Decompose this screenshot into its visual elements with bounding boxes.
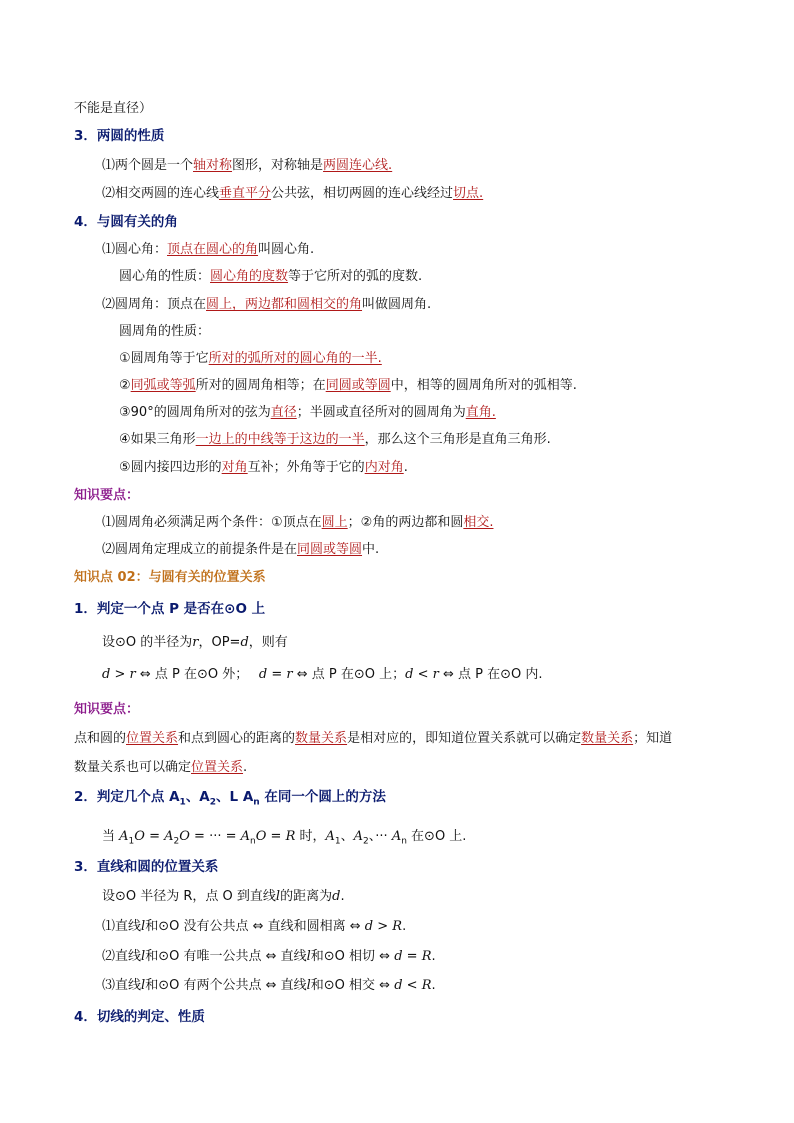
text-run: ⑴圆周角必须满足两个条件：①顶点在: [102, 515, 322, 530]
text-run: 中.: [362, 542, 380, 557]
math-symbol: r: [129, 667, 136, 682]
math-symbol: O: [255, 829, 267, 844]
text-line: [74, 100, 152, 118]
key-point-label: [74, 701, 139, 719]
math-symbol: A: [119, 829, 129, 844]
text-run: 4．与圆有关的角: [74, 214, 178, 230]
text-run: 和点到圆心的距离的: [178, 731, 296, 746]
math-symbol: A: [353, 829, 364, 844]
underlined-answer: 垂直平分: [219, 186, 272, 201]
math-symbol: R: [421, 949, 432, 964]
text-run: ⑤圆内接四边形的: [119, 460, 222, 475]
text-run: ⑴直线: [102, 919, 142, 934]
subscript: 1: [128, 836, 135, 847]
text-line: [102, 828, 466, 851]
underlined-answer: 轴对称: [193, 158, 233, 173]
math-symbol: d: [258, 667, 268, 682]
text-line: [102, 241, 314, 259]
text-line: [102, 948, 436, 966]
subscript: n: [250, 836, 256, 847]
text-run: 知识点 02：与圆有关的位置关系: [74, 570, 266, 585]
text-run: .: [403, 460, 408, 475]
key-point-label: [74, 487, 139, 505]
subscript: 2: [209, 797, 217, 808]
section-heading: [74, 788, 386, 812]
math-symbol: d: [394, 978, 403, 993]
math-symbol: d: [364, 919, 374, 934]
text-run: 知识要点：: [74, 702, 140, 717]
text-run: 和⊙O 相交 ⇔: [310, 978, 395, 993]
math-symbol: r: [192, 635, 199, 650]
text-run: = ··· =: [189, 829, 241, 844]
text-run: 的距离为: [280, 889, 333, 904]
math-symbol: r: [432, 667, 439, 682]
math-symbol: l: [306, 949, 311, 964]
text-run: ④如果三角形: [119, 432, 196, 447]
text-run: .: [243, 760, 248, 775]
text-run: 所对的圆周角相等；在: [195, 378, 326, 393]
math-symbol: R: [392, 919, 403, 934]
underlined-answer: 内对角: [364, 460, 404, 475]
underlined-answer: 数量关系: [295, 731, 348, 746]
text-run: ；半圆或直径所对的圆周角为: [296, 405, 466, 420]
math-symbol: d: [240, 635, 249, 650]
text-line: [102, 634, 288, 652]
text-run: 在同一个圆上的方法: [259, 789, 386, 805]
underlined-answer: 同圆或等圆: [297, 542, 363, 557]
text-run: =: [266, 829, 286, 844]
underlined-answer: 圆上，两边都和圆相交的角: [206, 297, 363, 312]
text-run: =: [144, 829, 165, 844]
math-symbol: l: [306, 978, 311, 993]
text-run: ③90°的圆周角所对的弦为: [119, 405, 271, 420]
text-run: ⑴两个圆是一个: [102, 158, 194, 173]
text-run: .: [402, 919, 407, 934]
text-line: [119, 323, 210, 341]
math-symbol: O: [134, 829, 145, 844]
text-run: 等于它所对的弧的度数.: [288, 269, 423, 284]
text-run: ，那么这个三角形是直角三角形.: [364, 432, 551, 447]
text-run: ⑴圆心角：: [102, 242, 168, 257]
math-symbol: A: [240, 829, 251, 844]
text-run: 、···: [368, 829, 392, 844]
text-line: [74, 730, 672, 748]
section-heading: [74, 127, 164, 145]
underlined-answer: 位置关系: [191, 760, 244, 775]
subscript: 2: [173, 836, 180, 847]
math-symbol: l: [141, 919, 146, 934]
underlined-answer: 圆上: [321, 515, 348, 530]
text-line: [102, 541, 379, 559]
text-run: >: [110, 667, 130, 682]
text-line: [74, 759, 247, 777]
text-run: <: [402, 978, 422, 993]
section-heading: [74, 1008, 205, 1026]
math-symbol: r: [286, 667, 293, 682]
subscript: 1: [179, 797, 186, 808]
text-run: .: [431, 949, 436, 964]
text-run: ①圆周角等于它: [119, 351, 209, 366]
math-symbol: l: [141, 978, 146, 993]
text-run: 互补；外角等于它的: [247, 460, 365, 475]
subscript: n: [253, 797, 260, 808]
underlined-answer: 圆心角的度数: [210, 269, 289, 284]
math-symbol: d: [394, 949, 403, 964]
text-run: 是相对应的，即知道位置关系就可以确定: [347, 731, 582, 746]
text-line: [119, 268, 422, 286]
text-run: 圆心角的性质：: [119, 269, 211, 284]
text-run: ⑶直线: [102, 978, 142, 993]
subscript: 1: [334, 836, 341, 847]
text-run: ；知道: [633, 731, 673, 746]
text-line: [102, 514, 493, 532]
text-run: ⑵相交两圆的连心线: [102, 186, 220, 201]
text-run: =: [402, 949, 422, 964]
text-line: [119, 431, 551, 449]
text-run: 当: [102, 829, 120, 844]
text-run: ⑵圆周角定理成立的前提条件是在: [102, 542, 298, 557]
underlined-answer: 相交.: [463, 515, 494, 530]
text-run: 公共弦，相切两圆的连心线经过: [271, 186, 454, 201]
text-run: .: [340, 889, 345, 904]
math-symbol: O: [179, 829, 190, 844]
text-run: 和⊙O 有两个公共点 ⇔ 直线: [145, 978, 307, 993]
math-symbol: A: [325, 829, 335, 844]
text-run: 3．直线和圆的位置关系: [74, 859, 219, 875]
text-run: ②: [119, 378, 131, 393]
text-run: 4．切线的判定、性质: [74, 1009, 205, 1025]
math-symbol: l: [275, 889, 281, 904]
text-run: ；②角的两边都和圆: [347, 515, 464, 530]
text-run: 1．判定一个点 P 是否在⊙O 上: [74, 601, 266, 617]
subscript: 2: [363, 836, 369, 847]
underlined-answer: 直角.: [465, 405, 496, 420]
text-run: .: [431, 978, 436, 993]
underlined-answer: 对角: [221, 460, 248, 475]
text-line: [102, 666, 543, 684]
math-symbol: l: [141, 949, 146, 964]
underlined-answer: 切点.: [453, 186, 484, 201]
text-line: [119, 404, 496, 422]
underlined-answer: 两圆连心线.: [323, 158, 393, 173]
underlined-answer: 同弧或等弧: [130, 378, 196, 393]
text-line: [102, 296, 431, 314]
text-run: 3．两圆的性质: [74, 128, 165, 144]
text-line: [102, 185, 483, 203]
text-run: ，OP=: [198, 635, 241, 650]
text-line: [102, 157, 392, 175]
text-run: 设⊙O 半径为 R，点 O 到直线: [102, 889, 276, 904]
text-run: 时，: [295, 829, 326, 844]
underlined-answer: 一边上的中线等于这边的一半: [195, 432, 365, 447]
underlined-answer: 同圆或等圆: [325, 378, 391, 393]
text-run: 图形，对称轴是: [232, 158, 324, 173]
text-line: [119, 459, 408, 477]
text-run: 知识要点：: [74, 488, 140, 503]
underlined-answer: 顶点在圆心的角: [167, 242, 259, 257]
text-run: ，则有: [248, 635, 288, 650]
text-run: 叫圆心角.: [258, 242, 315, 257]
section-heading: [74, 858, 218, 876]
section-heading: [74, 213, 178, 231]
text-run: <: [413, 667, 433, 682]
text-line: [102, 918, 406, 936]
subscript: n: [401, 836, 407, 847]
text-run: 和⊙O 没有公共点 ⇔ 直线和圆相离 ⇔: [145, 919, 365, 934]
text-run: 设⊙O 的半径为: [102, 635, 193, 650]
math-symbol: R: [421, 978, 432, 993]
text-run: ⑵圆周角：顶点在: [102, 297, 207, 312]
text-run: 不能是直径）: [74, 101, 153, 116]
underlined-answer: 所对的弧所对的圆心角的一半.: [208, 351, 382, 366]
text-run: 叫做圆周角.: [362, 297, 432, 312]
math-symbol: d: [405, 667, 414, 682]
math-symbol: R: [285, 829, 296, 844]
text-run: >: [373, 919, 393, 934]
math-symbol: A: [164, 829, 174, 844]
math-symbol: d: [332, 889, 341, 904]
text-run: ⇔ 点 P 在⊙O 上；: [292, 667, 406, 682]
text-run: ⇔ 点 P 在⊙O 外；: [135, 667, 259, 682]
knowledge-point-title: [74, 569, 266, 587]
text-line: [102, 888, 345, 906]
text-line: [102, 977, 436, 995]
text-line: [119, 350, 382, 368]
text-run: 2．判定几个点: [74, 789, 170, 805]
text-run: 在⊙O 上.: [406, 829, 467, 844]
text-line: [119, 377, 577, 395]
text-run: 点和圆的: [74, 731, 127, 746]
text-run: 、: [340, 829, 354, 844]
text-run: 中，相等的圆周角所对的弧相等.: [390, 378, 577, 393]
text-run: ⇔ 点 P 在⊙O 内.: [438, 667, 543, 682]
text-run: 、A: [185, 789, 210, 805]
math-symbol: A: [391, 829, 402, 844]
section-heading: [74, 600, 265, 618]
underlined-answer: 位置关系: [126, 731, 179, 746]
text-run: 圆周角的性质：: [119, 324, 211, 339]
text-run: ⑵直线: [102, 949, 142, 964]
text-run: 、L A: [216, 789, 254, 805]
text-run: A: [169, 789, 180, 805]
math-symbol: d: [102, 667, 111, 682]
underlined-answer: 直径: [270, 405, 297, 420]
text-run: 数量关系也可以确定: [74, 760, 192, 775]
text-run: 和⊙O 有唯一公共点 ⇔ 直线: [145, 949, 307, 964]
underlined-answer: 数量关系: [581, 731, 634, 746]
text-run: 和⊙O 相切 ⇔: [310, 949, 395, 964]
text-run: =: [267, 667, 287, 682]
